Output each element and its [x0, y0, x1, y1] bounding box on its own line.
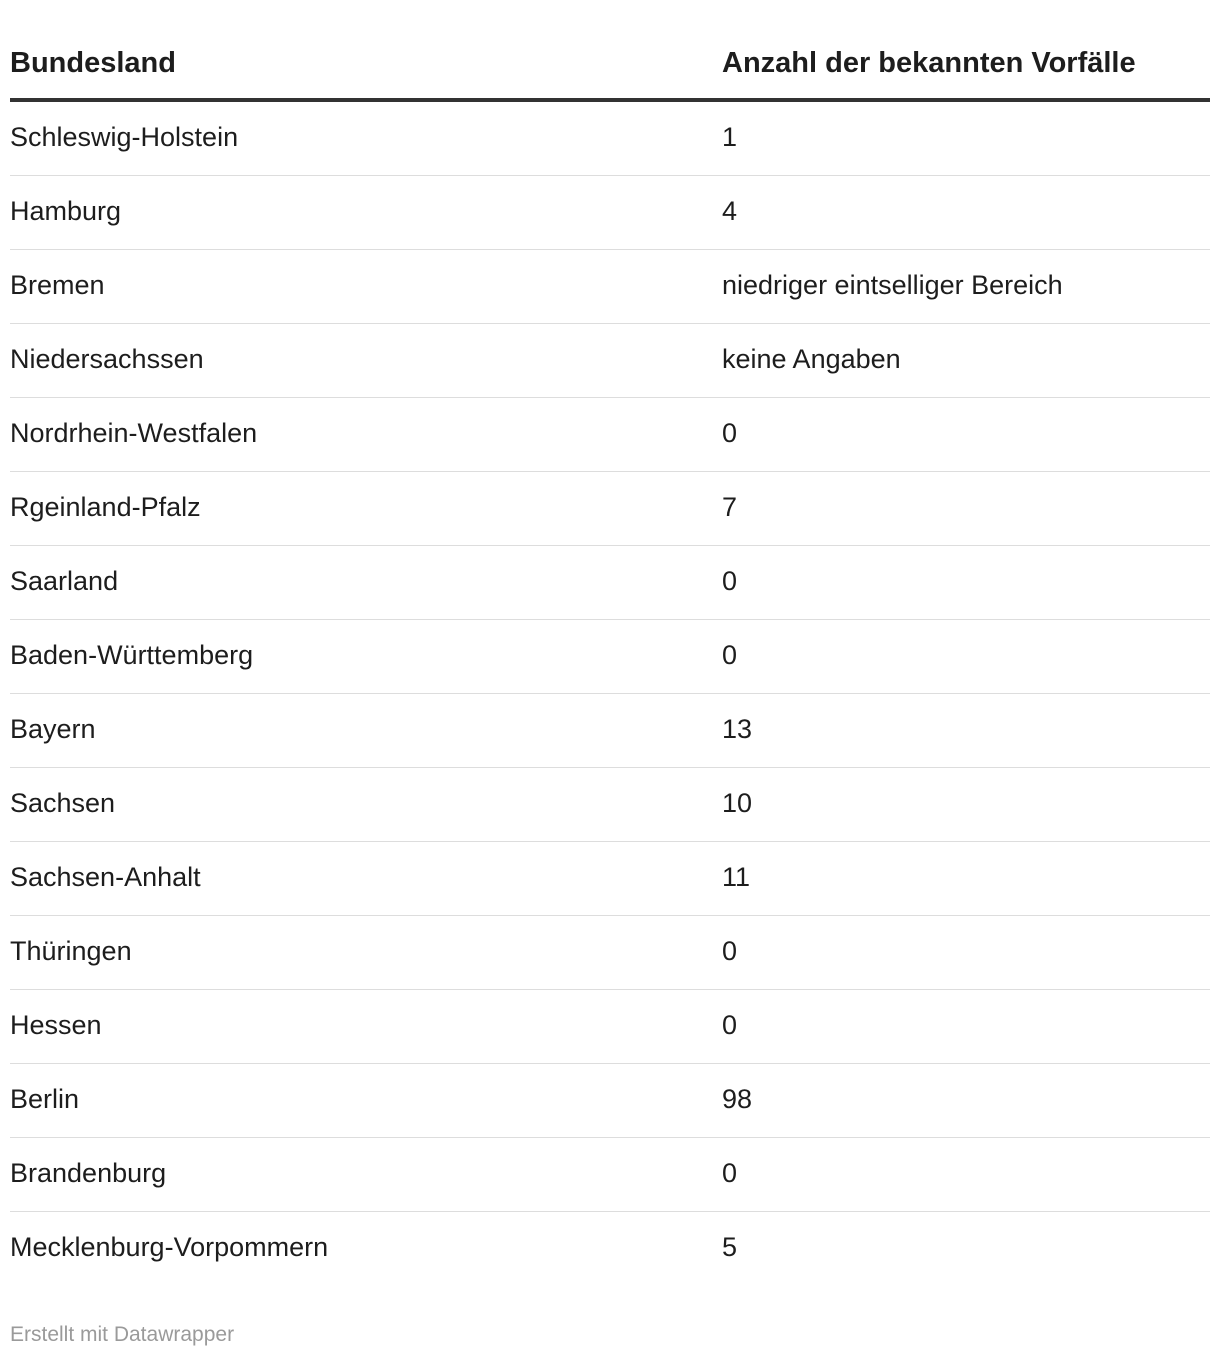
- cell-anzahl: 10: [722, 788, 753, 818]
- table-row: [10, 1212, 1210, 1285]
- footer-credit[interactable]: Erstellt mit Datawrapper: [10, 1323, 235, 1346]
- cell-anzahl: 0: [722, 1158, 738, 1188]
- cell-bundesland: Nordrhein-Westfalen: [10, 418, 258, 448]
- cell-anzahl: 0: [722, 640, 738, 670]
- column-header-bundesland[interactable]: Bundesland: [10, 47, 176, 79]
- cell-bundesland: Berlin: [10, 1084, 80, 1114]
- cell-anzahl: niedriger eintselliger Bereich: [722, 270, 1063, 300]
- table-row: [10, 916, 1210, 990]
- table-header: [10, 0, 1210, 102]
- cell-bundesland: Thüringen: [10, 936, 132, 966]
- cell-bundesland: Bremen: [10, 270, 105, 300]
- column-header-anzahl[interactable]: Anzahl der bekannten Vorfälle: [722, 47, 1136, 79]
- cell-bundesland: Brandenburg: [10, 1158, 167, 1188]
- table-row: [10, 250, 1210, 324]
- cell-bundesland: Bayern: [10, 714, 96, 744]
- cell-anzahl: 4: [722, 196, 738, 226]
- cell-anzahl: 0: [722, 418, 738, 448]
- table-body: [10, 102, 1210, 1285]
- cell-bundesland: Sachsen: [10, 788, 116, 818]
- cell-bundesland: Sachsen-Anhalt: [10, 862, 201, 892]
- table-row: [10, 176, 1210, 250]
- cell-anzahl: 5: [722, 1232, 738, 1262]
- cell-anzahl: 0: [722, 936, 738, 966]
- cell-anzahl: keine Angaben: [722, 344, 901, 374]
- table-row: [10, 1064, 1210, 1138]
- cell-bundesland: Mecklenburg-Vorpommern: [10, 1232, 329, 1262]
- cell-bundesland: Hessen: [10, 1010, 102, 1040]
- cell-anzahl: 98: [722, 1084, 753, 1114]
- table-row: [10, 620, 1210, 694]
- cell-bundesland: Niedersachssen: [10, 344, 204, 374]
- cell-anzahl: 1: [722, 122, 738, 152]
- table-row: [10, 842, 1210, 916]
- table-row: [10, 324, 1210, 398]
- table-row: [10, 102, 1210, 176]
- table-row: [10, 1138, 1210, 1212]
- cell-anzahl: 0: [722, 566, 738, 596]
- cell-bundesland: Hamburg: [10, 196, 122, 226]
- table-row: [10, 398, 1210, 472]
- table-row: [10, 472, 1210, 546]
- cell-bundesland: Saarland: [10, 566, 119, 596]
- cell-anzahl: 13: [722, 714, 753, 744]
- table-row: [10, 546, 1210, 620]
- cell-anzahl: 7: [722, 492, 738, 522]
- cell-bundesland: Rgeinland-Pfalz: [10, 492, 201, 522]
- table-row: [10, 768, 1210, 842]
- cell-bundesland: Baden-Württemberg: [10, 640, 254, 670]
- table-row: [10, 990, 1210, 1064]
- data-table: [10, 0, 1210, 1285]
- table-row: [10, 694, 1210, 768]
- cell-anzahl: 11: [722, 862, 751, 892]
- cell-anzahl: 0: [722, 1010, 738, 1040]
- cell-bundesland: Schleswig-Holstein: [10, 122, 239, 152]
